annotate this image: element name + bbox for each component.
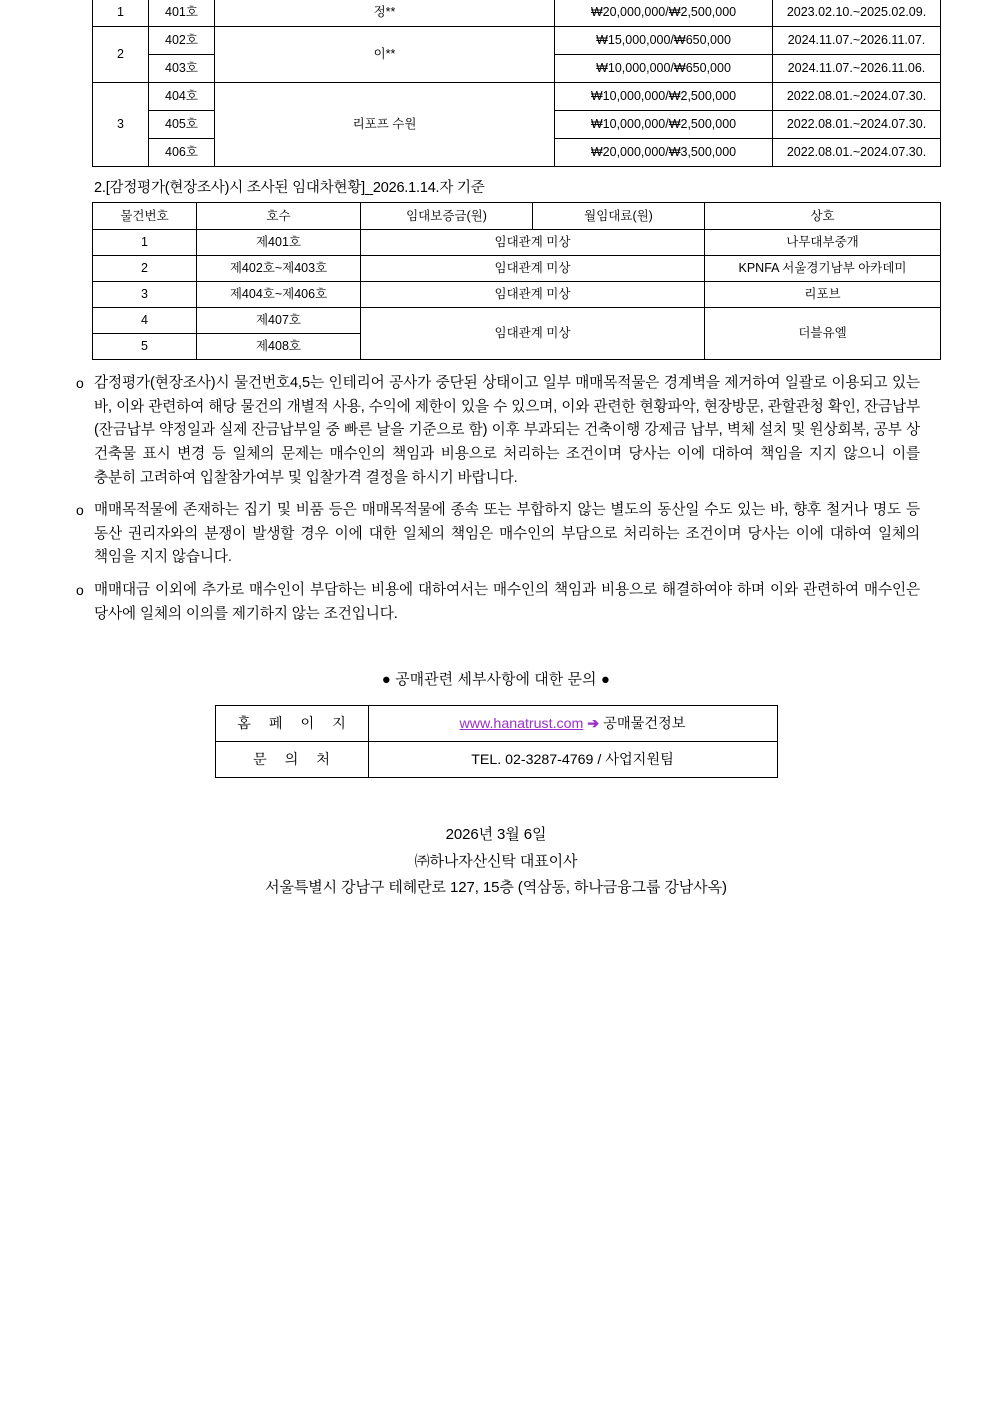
survey-deposit: 임대관계 미상 [361, 308, 705, 360]
survey-no: 4 [93, 308, 197, 334]
tenancy-name: 리포프 수원 [215, 83, 555, 167]
inquiry-label-homepage: 홈 페 이 지 [215, 706, 368, 742]
note-bullet-icon: o [76, 375, 84, 391]
survey-room: 제402호~제403호 [197, 256, 361, 282]
tenancy-no: 1 [93, 0, 149, 27]
inquiry-value-contact: TEL. 02-3287-4769 / 사업지원팀 [368, 742, 777, 778]
inquiry-value-homepage [368, 706, 777, 742]
tenancy-table [92, 0, 941, 167]
arrow-right-icon: ➔ [587, 715, 600, 732]
tenancy-no: 2 [93, 27, 149, 83]
tenancy-period: 2022.08.01.~2024.07.30. [773, 139, 941, 167]
tenancy-room: 405호 [149, 111, 215, 139]
table-row [215, 706, 777, 742]
tenancy-amount: ₩15,000,000/₩650,000 [555, 27, 773, 55]
survey-room: 제407호 [197, 308, 361, 334]
table-row [93, 83, 941, 111]
note-text: 매매대금 이외에 추가로 매수인이 부담하는 비용에 대하여서는 매수인의 책임과 비용으로 해결하여야 하며 이와 관련하여 매수인은 당사에 일체의 이의를 제기하지 않는 조건입니다. [94, 582, 920, 622]
footer-company: ㈜하나자산신탁 대표이사 [414, 852, 578, 870]
tenancy-room: 401호 [149, 0, 215, 27]
tenancy-room: 406호 [149, 139, 215, 167]
section-heading: 2.[감정평가(현장조사)시 조사된 임대차현황]_2026.1.14.자 기준 [94, 180, 485, 196]
survey-deposit: 임대관계 미상 [361, 256, 705, 282]
survey-header-deposit: 임대보증금(원) [361, 203, 533, 230]
tenancy-amount: ₩10,000,000/₩2,500,000 [555, 111, 773, 139]
note-text: 매매목적물에 존재하는 집기 및 비품 등은 매매목적물에 종속 또는 부합하지 않는 별도의 동산일 수도 있는 바, 향후 철거나 명도 등 동산 권리자와의 분쟁이 발생할 경우 이에 대한 일체의 책임은 매수인의 부담으로 처리하는 조건이며 당사는 이에 대하여 일체의 책임을 지지 않습니다. [94, 502, 920, 566]
note-bullet-icon: o [76, 502, 84, 519]
tenancy-amount: ₩10,000,000/₩650,000 [555, 55, 773, 83]
tenancy-room: 402호 [149, 27, 215, 55]
survey-no: 2 [93, 256, 197, 282]
tenancy-amount: ₩10,000,000/₩2,500,000 [555, 83, 773, 111]
survey-trade: KPNFA 서울경기남부 아카데미 [705, 256, 941, 282]
survey-header-rent: 월임대료(원) [533, 203, 705, 230]
document-footer [72, 822, 920, 901]
survey-no: 3 [93, 282, 197, 308]
note-bullet-icon: o [76, 582, 84, 599]
tenancy-name: 정** [215, 0, 555, 27]
table-row [215, 742, 777, 778]
survey-header-no: 물건번호 [93, 203, 197, 230]
tenancy-no: 3 [93, 83, 149, 167]
survey-trade: 더블유엘 [705, 308, 941, 360]
survey-no: 5 [93, 334, 197, 360]
tenancy-period: 2022.08.01.~2024.07.30. [773, 111, 941, 139]
tenancy-period: 2023.02.10.~2025.02.09. [773, 0, 941, 27]
inquiry-wrapper [72, 705, 920, 778]
survey-header-room: 호수 [197, 203, 361, 230]
table-header-row [93, 203, 941, 230]
survey-no: 1 [93, 230, 197, 256]
note-item [72, 499, 920, 570]
survey-room: 제408호 [197, 334, 361, 360]
notes-section [72, 372, 920, 626]
table-row [93, 0, 941, 27]
note-item [72, 579, 920, 626]
tenancy-period: 2024.11.07.~2026.11.07. [773, 27, 941, 55]
homepage-link[interactable]: www.hanatrust.com [459, 715, 584, 732]
survey-room: 제401호 [197, 230, 361, 256]
note-item [72, 372, 920, 490]
tenancy-amount: ₩20,000,000/₩2,500,000 [555, 0, 773, 27]
note-text: 감정평가(현장조사)시 물건번호4,5는 인테리어 공사가 중단된 상태이고 일부 매매목적물은 경계벽을 제거하여 일괄로 이용되고 있는 바, 이와 관련하여 해당 물건의 개별적 사용, 수익에 제한이 있을 수 있으며, 이와 관련한 현황파악, 현장방문, 관할관청 확인, 잔금납부(잔금납부 약정일과 실제 잔금납부일 중 빠른 날을 기준으로 함) 이후 부과되는 건축이행 강제금 납부, 벽체 설치 및 원상회복, 공부 상 건축물 표시 변경 등 일체의 문제는 매수인의 책임과 비용으로 처리하는 조건이며 당사는 이에 대하여 책임을 지지 않으니 이를 충분히 고려하여 입찰참가여부 및 입찰가격 결정을 하시기 바랍니다. [94, 375, 920, 486]
table-row [93, 27, 941, 55]
tenancy-amount: ₩20,000,000/₩3,500,000 [555, 139, 773, 167]
tenancy-room: 404호 [149, 83, 215, 111]
survey-header-trade: 상호 [705, 203, 941, 230]
inquiry-label-contact: 문 의 처 [215, 742, 368, 778]
table-row [93, 282, 941, 308]
survey-trade: 나무대부중개 [705, 230, 941, 256]
homepage-suffix: 공매물건정보 [603, 715, 686, 732]
inquiry-title: ● 공매관련 세부사항에 대한 문의 ● [381, 672, 611, 689]
inquiry-table [215, 705, 778, 778]
tenancy-name: 이** [215, 27, 555, 83]
survey-room: 제404호~제406호 [197, 282, 361, 308]
tenancy-period: 2024.11.07.~2026.11.06. [773, 55, 941, 83]
survey-trade: 리포브 [705, 282, 941, 308]
table-row [93, 256, 941, 282]
footer-date: 2026년 3월 6일 [445, 826, 547, 844]
survey-table [92, 202, 941, 360]
table-row [93, 230, 941, 256]
tenancy-period: 2022.08.01.~2024.07.30. [773, 83, 941, 111]
survey-deposit: 임대관계 미상 [361, 230, 705, 256]
survey-deposit: 임대관계 미상 [361, 282, 705, 308]
table-row [93, 308, 941, 334]
tenancy-room: 403호 [149, 55, 215, 83]
footer-address: 서울특별시 강남구 테헤란로 127, 15층 (역삼동, 하나금융그룹 강남사옥) [265, 878, 727, 896]
